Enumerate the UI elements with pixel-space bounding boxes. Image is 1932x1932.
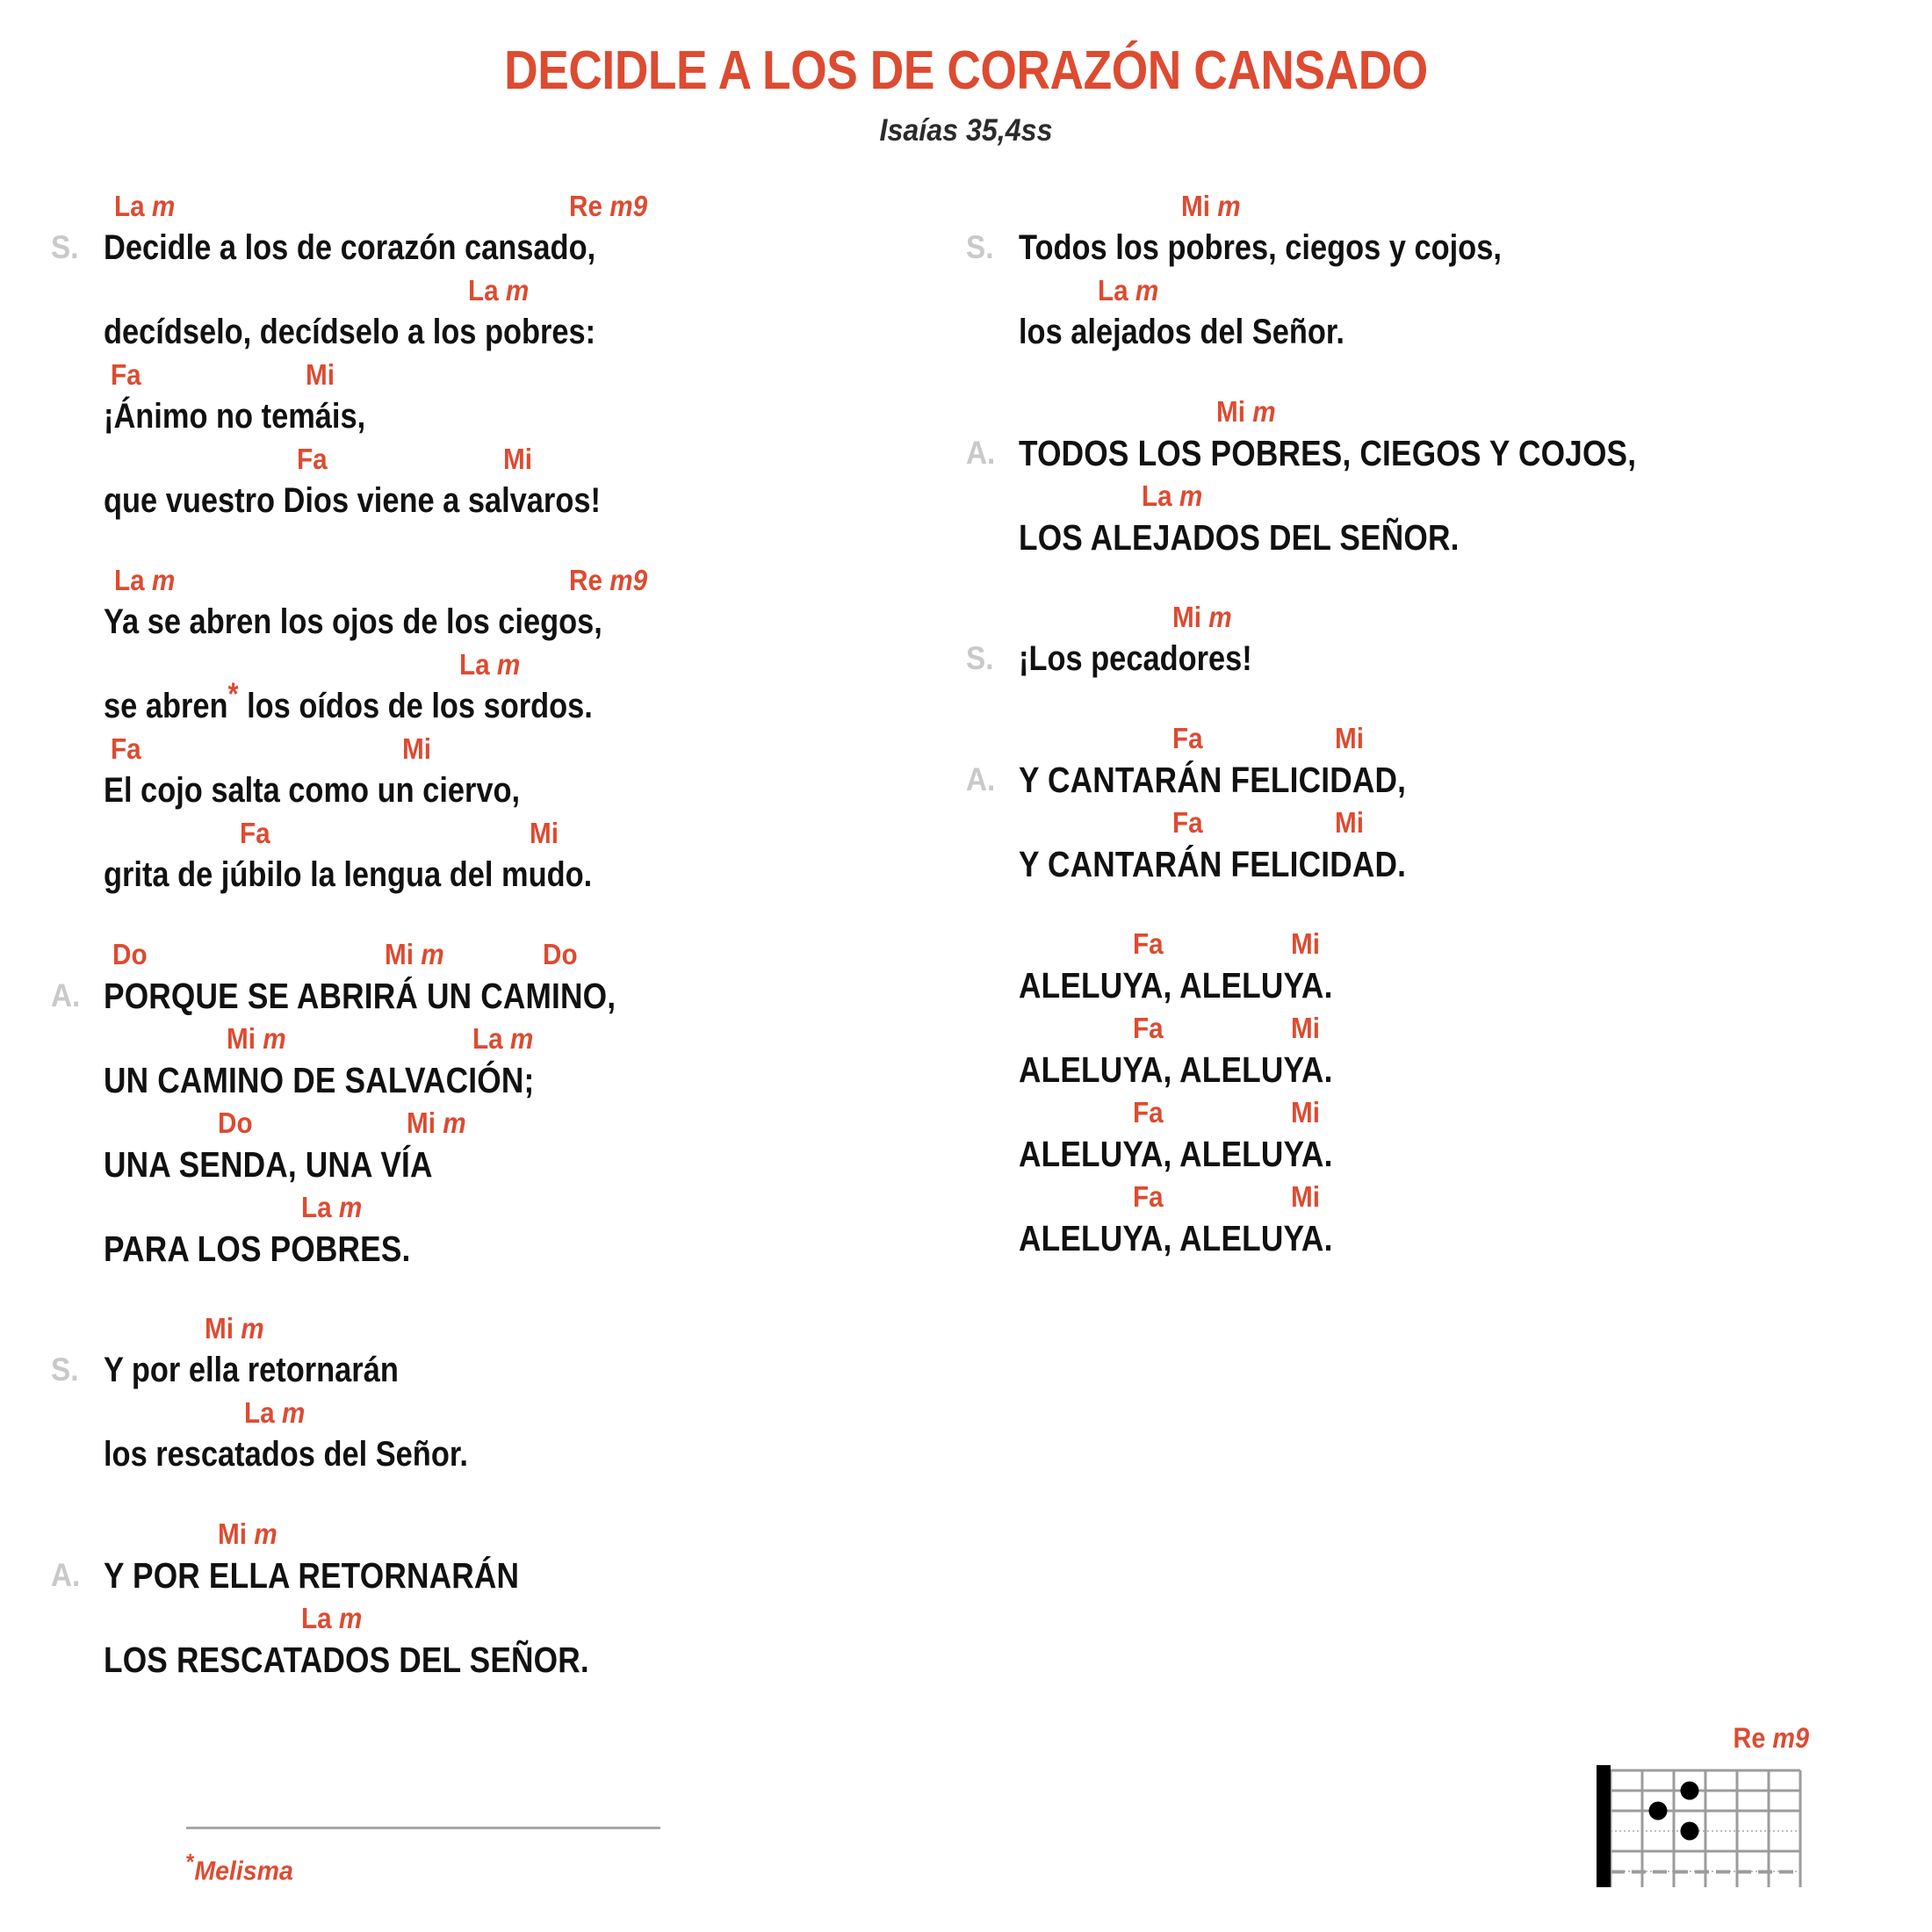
chord-row (104, 1021, 966, 1056)
lyric-line (104, 816, 966, 900)
chord-label (297, 442, 328, 477)
lyric-text: TODOS LOS POBRES, CIEGOS Y COJOS, (1019, 433, 1637, 473)
chord-label (1181, 189, 1241, 224)
chord-quality: m (254, 1517, 278, 1550)
lyric-row (104, 767, 966, 814)
chord-label (1335, 805, 1364, 840)
chord-label (1133, 1095, 1164, 1130)
chord-label (218, 1106, 253, 1141)
chord-root: Mi (1335, 722, 1365, 754)
chord-row (1019, 273, 1932, 308)
footnote-text (186, 1849, 638, 1886)
chord-label (503, 442, 532, 477)
lyric-row (966, 224, 1932, 271)
chord-row (1019, 926, 1932, 962)
lyric-row (51, 972, 966, 1020)
song-subtitle: Isaías 35,4ss (879, 113, 1053, 148)
chord-root: Fa (240, 817, 270, 849)
chord-label (112, 937, 148, 972)
lyric-text: ¡Los pecadores! (1019, 639, 1252, 678)
lyric-text: se abren* los oídos de los sordos. (104, 675, 593, 725)
stanza (51, 189, 966, 526)
chord-root: Fa (1133, 927, 1164, 960)
lyric-line (51, 1311, 966, 1395)
lyric-text: ALELUYA, ALELUYA. (1019, 1218, 1333, 1258)
lyric-row (1019, 962, 1932, 1009)
chord-row (104, 732, 966, 767)
nut-bar-icon (1597, 1765, 1611, 1887)
lyric-text: Y CANTARÁN FELICIDAD, (1019, 760, 1407, 800)
lyric-row (51, 224, 966, 271)
chord-diagram-quality: m9 (1772, 1722, 1809, 1754)
melisma-marker-icon: * (227, 675, 239, 712)
chord-root: La (1098, 274, 1128, 306)
stanza (966, 600, 1932, 684)
chord-root: La (459, 648, 490, 681)
lyric-text: los rescatados del Señor. (104, 1435, 468, 1474)
chord-label (468, 273, 529, 308)
lyric-line (104, 732, 966, 816)
chord-label (1133, 926, 1164, 962)
lyric-text: Y por ella retornarán (104, 1351, 399, 1389)
chord-diagram (1597, 1722, 1825, 1897)
chord-label (205, 1311, 264, 1346)
chord-row (104, 1395, 966, 1431)
lyric-row (1019, 1215, 1932, 1262)
stanza (104, 563, 966, 900)
footnote-mark-icon: * (186, 1848, 195, 1875)
chord-label (1133, 1179, 1164, 1215)
chord-label (1098, 273, 1158, 308)
chord-root: Mi (1216, 395, 1246, 428)
chord-quality: m (421, 938, 444, 970)
chord-root: La (1142, 479, 1172, 512)
lyric-line (966, 394, 1932, 479)
finger-dot-icon (1649, 1802, 1668, 1820)
speaker-solo-prefix: S. (51, 1352, 79, 1388)
chord-row (1019, 189, 1932, 224)
chord-row (104, 937, 966, 972)
chord-root: Fa (1133, 1180, 1164, 1213)
stanza (51, 1517, 966, 1685)
chord-quality: m (509, 1022, 534, 1055)
lyric-line (1019, 273, 1932, 357)
chord-label (459, 647, 520, 682)
chord-root: Mi (530, 817, 559, 849)
lyric-row (104, 1636, 966, 1683)
chord-label (301, 1190, 362, 1225)
chord-label (1291, 1095, 1320, 1130)
chord-label (1172, 805, 1203, 840)
lyric-row (1019, 514, 1932, 561)
finger-dot-icon (1681, 1782, 1699, 1800)
lyric-text: ALELUYA, ALELUYA. (1019, 965, 1333, 1006)
chord-root: Re (569, 190, 602, 222)
chord-row (104, 816, 966, 851)
chord-label (218, 1517, 278, 1552)
chord-row (1019, 721, 1932, 756)
chord-label (1291, 1179, 1320, 1215)
lyric-text: El cojo salta como un ciervo, (104, 771, 521, 810)
lyric-line (104, 563, 966, 647)
chord-root: Mi (385, 938, 415, 970)
chord-quality: m (1208, 601, 1232, 633)
chord-root: La (472, 1022, 503, 1055)
chord-row (1019, 600, 1932, 635)
lyric-row (104, 477, 966, 524)
lyric-line (104, 273, 966, 357)
speaker-solo-prefix: S. (51, 229, 79, 265)
lyric-text: Y CANTARÁN FELICIDAD. (1019, 844, 1407, 884)
right-column (966, 189, 1932, 1264)
chord-root: Mi (1291, 927, 1321, 960)
chord-quality: m9 (609, 564, 648, 596)
chord-root: Mi (306, 358, 335, 391)
chord-label (385, 937, 444, 972)
chord-root: Mi (1335, 806, 1365, 839)
lyric-line (51, 1517, 966, 1601)
chord-quality: m (151, 190, 176, 222)
lyric-text: Decidle a los de corazón cansado, (104, 228, 596, 267)
lyric-line (104, 1106, 966, 1190)
chord-label (114, 563, 175, 598)
lyric-row (104, 1431, 966, 1478)
chord-root: La (114, 190, 145, 222)
chord-quality: m (338, 1191, 363, 1223)
chord-label (1335, 721, 1364, 756)
chord-root: Mi (503, 443, 533, 475)
chord-label (1133, 1011, 1164, 1046)
chord-row (104, 442, 966, 477)
chord-root: Do (218, 1107, 253, 1139)
chord-label (111, 732, 141, 767)
chord-root: Fa (1172, 806, 1203, 839)
lyric-line (104, 1190, 966, 1274)
chord-quality: m (338, 1602, 363, 1634)
lyric-row (51, 1346, 966, 1394)
chord-label (1142, 479, 1202, 514)
lyric-line (966, 189, 1932, 273)
lyric-text: que vuestro Dios viene a salvaros! (104, 481, 601, 520)
lyric-row (1019, 1046, 1932, 1093)
lyric-text: Todos los pobres, ciegos y cojos, (1019, 228, 1502, 267)
lyric-text: ALELUYA, ALELUYA. (1019, 1134, 1333, 1174)
lyric-text: ALELUYA, ALELUYA. (1019, 1049, 1333, 1090)
chord-row (104, 1190, 966, 1225)
lyric-row (104, 675, 966, 730)
chord-label (1216, 394, 1276, 429)
chord-root: La (301, 1602, 332, 1634)
chord-root: Mi (227, 1022, 256, 1055)
lyric-row (1019, 1130, 1932, 1178)
chord-quality: m (496, 648, 521, 681)
lyric-text: ¡Ánimo no temáis, (104, 397, 366, 436)
lyric-row (104, 308, 966, 356)
speaker-assembly-prefix: A. (966, 761, 996, 797)
chord-row (104, 189, 966, 224)
lyric-row (104, 1141, 966, 1188)
chord-label (114, 189, 175, 224)
lyric-row (104, 851, 966, 898)
chord-quality: m (263, 1022, 286, 1055)
footnote (186, 1827, 678, 1886)
chord-label (407, 1106, 466, 1141)
chord-quality: m (1252, 395, 1276, 428)
chord-label (240, 816, 270, 851)
chord-row (104, 563, 966, 598)
left-column (0, 189, 966, 1685)
stanza (51, 1311, 966, 1480)
lyric-row (1019, 840, 1932, 888)
lyric-line (1019, 479, 1932, 563)
lyrics-columns (0, 189, 1932, 1685)
chord-label (472, 1021, 533, 1056)
lyric-text: UNA SENDA, UNA VÍA (104, 1144, 433, 1185)
speaker-assembly-prefix: A. (966, 435, 996, 471)
chord-root: Mi (407, 1107, 436, 1139)
lyric-row (966, 635, 1932, 682)
chord-quality: m (1217, 190, 1241, 222)
chord-label (569, 189, 647, 224)
chord-root: Mi (1172, 601, 1202, 633)
stanza (1019, 926, 1932, 1264)
lyric-line (1019, 1095, 1932, 1179)
chord-root: Fa (1133, 1096, 1164, 1128)
lyric-row (104, 393, 966, 440)
chord-root: Mi (402, 732, 432, 765)
lyric-text: PARA LOS POBRES. (104, 1229, 411, 1269)
chord-row (104, 1517, 966, 1552)
finger-dot-icon (1681, 1822, 1699, 1841)
lyric-text: grita de júbilo la lengua del mudo. (104, 855, 593, 894)
chord-label (306, 357, 335, 393)
lyric-row (966, 429, 1932, 477)
chord-root: Fa (111, 732, 141, 765)
lyric-text: los alejados del Señor. (1019, 313, 1344, 351)
chord-label (569, 563, 647, 598)
lyric-row (966, 756, 1932, 804)
chord-root: Fa (1172, 722, 1203, 754)
stanza (966, 721, 1932, 890)
chord-quality: m (443, 1107, 466, 1139)
stanza (966, 189, 1932, 357)
stanza (966, 394, 1932, 563)
footnote-label: Melisma (194, 1855, 293, 1885)
page-title: DECIDLE A LOS DE CORAZÓN CANSADO (504, 40, 1428, 101)
lyric-row (104, 598, 966, 645)
chord-root: La (244, 1396, 275, 1429)
chord-row (104, 1601, 966, 1636)
chord-row (104, 1106, 966, 1141)
lyric-text: decídselo, decídselo a los pobres: (104, 313, 596, 351)
chord-label (1172, 600, 1232, 635)
chord-quality: m9 (609, 190, 648, 222)
chord-row (104, 357, 966, 393)
lyric-line (104, 357, 966, 442)
chord-root: Mi (218, 1517, 248, 1550)
lyric-text: UN CAMINO DE SALVACIÓN; (104, 1060, 535, 1100)
chord-row (1019, 1179, 1932, 1215)
lyric-line (104, 1021, 966, 1106)
chord-quality: m (281, 1396, 306, 1429)
chord-label (111, 357, 141, 393)
chord-row (1019, 1011, 1932, 1046)
lyric-line (104, 442, 966, 526)
chord-row (1019, 1095, 1932, 1130)
song-header (0, 0, 1932, 148)
chord-label (1172, 721, 1203, 756)
chord-label (402, 732, 431, 767)
lyric-line (1019, 1179, 1932, 1264)
lyric-text: LOS ALEJADOS DEL SEÑOR. (1019, 517, 1460, 558)
chord-root: La (468, 274, 499, 306)
lyric-row (104, 1225, 966, 1272)
lyric-text: PORQUE SE ABRIRÁ UN CAMINO, (104, 976, 616, 1016)
lyric-line (1019, 805, 1932, 890)
chord-root: La (114, 564, 145, 596)
speaker-solo-prefix: S. (966, 229, 994, 265)
chord-root: Do (543, 938, 578, 970)
chord-label (543, 937, 578, 972)
chord-root: Do (112, 938, 148, 970)
chord-root: Re (569, 564, 602, 596)
chord-row (104, 273, 966, 308)
lyric-line (966, 721, 1932, 805)
chord-root: Mi (1291, 1180, 1321, 1213)
lyric-line (51, 189, 966, 273)
chord-root: Fa (297, 443, 328, 475)
lyric-line (104, 1601, 966, 1685)
chord-label (244, 1395, 305, 1431)
lyric-line (104, 647, 966, 732)
chord-label (530, 816, 559, 851)
chord-row (1019, 479, 1932, 514)
chord-quality: m (151, 564, 176, 596)
speaker-solo-prefix: S. (966, 640, 994, 676)
stanza (51, 937, 966, 1274)
chord-quality: m (241, 1312, 264, 1344)
chord-root: La (301, 1191, 332, 1223)
lyric-line (1019, 1011, 1932, 1095)
chord-label (301, 1601, 362, 1636)
chord-label (1291, 1011, 1320, 1046)
chord-root: Mi (1291, 1096, 1321, 1128)
chord-root: Mi (205, 1312, 234, 1344)
lyric-row (104, 1056, 966, 1104)
lyric-line (1019, 926, 1932, 1011)
chord-row (1019, 805, 1932, 840)
chord-quality: m (505, 274, 530, 306)
chord-root: Mi (1291, 1012, 1321, 1044)
chord-quality: m (1179, 479, 1203, 512)
chord-diagram-label (1619, 1722, 1825, 1755)
lyric-row (51, 1552, 966, 1599)
fretboard-icon (1597, 1765, 1816, 1897)
chord-root: Mi (1181, 190, 1211, 222)
lyric-text: LOS RESCATADOS DEL SEÑOR. (104, 1640, 589, 1680)
chord-diagram-root: Re (1733, 1722, 1766, 1754)
lyric-text: Ya se abren los ojos de los ciegos, (104, 602, 602, 641)
chord-row (1019, 394, 1932, 429)
chord-row (104, 1311, 966, 1346)
lyric-line (104, 1395, 966, 1480)
lyric-text: Y POR ELLA RETORNARÁN (104, 1555, 520, 1596)
lyric-line (51, 937, 966, 1021)
lyric-line (966, 600, 1932, 684)
footnote-divider (186, 1827, 660, 1829)
chord-root: Fa (1133, 1012, 1164, 1044)
chord-quality: m (1135, 274, 1159, 306)
chord-label (227, 1021, 286, 1056)
chord-root: Fa (111, 358, 141, 391)
speaker-assembly-prefix: A. (51, 1557, 81, 1593)
lyric-row (1019, 308, 1932, 356)
chord-label (1291, 926, 1320, 962)
speaker-assembly-prefix: A. (51, 977, 81, 1013)
